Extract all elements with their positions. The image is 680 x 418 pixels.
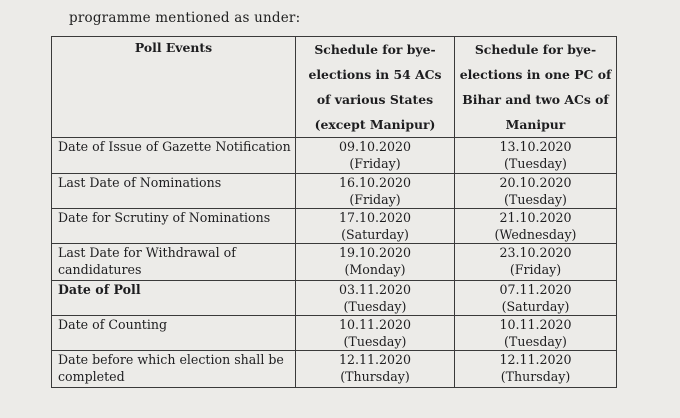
table-row [52,209,617,244]
schedule-cell [296,138,455,174]
table-header-row [52,37,617,138]
cell-day: (Thursday) [500,369,571,384]
cell-day: (Tuesday) [343,334,407,349]
schedule-cell [455,316,617,351]
cell-day: (Thursday) [340,369,410,384]
cell-date: 12.11.2020 [338,352,412,367]
cell-date: 12.11.2020 [499,352,572,367]
cell-date: 03.11.2020 [338,282,412,297]
event-label: Last Date for Withdrawal of candidatures [52,244,296,281]
table-row [52,244,617,281]
cell-day: (Tuesday) [504,334,567,349]
cell-date: 07.11.2020 [499,282,572,297]
table-row [52,351,617,388]
cell-date: 20.10.2020 [499,175,572,190]
schedule-cell [296,281,455,316]
schedule-cell [455,174,617,209]
cell-day: (Saturday) [501,299,570,314]
cell-date: 23.10.2020 [499,245,572,260]
table-row [52,281,617,316]
header-poll-events: Poll Events [52,37,296,138]
cell-day: (Friday) [349,156,401,171]
cell-day: (Friday) [349,192,401,207]
cell-day: (Monday) [344,262,406,277]
header-schedule-54-acs: Schedule for bye-elections in 54 ACs of various States (except Manipur) [296,37,455,138]
event-label: Last Date of Nominations [52,174,296,209]
cell-day: (Tuesday) [504,192,567,207]
event-label: Date of Counting [52,316,296,351]
event-label: Date of Poll [52,281,296,316]
schedule-cell [455,209,617,244]
table-row [52,316,617,351]
schedule-cell [296,351,455,388]
cell-date: 16.10.2020 [338,175,412,190]
cell-date: 17.10.2020 [338,210,412,225]
schedule-cell [296,316,455,351]
cell-date: 09.10.2020 [338,139,412,154]
table-row [52,174,617,209]
cell-date: 10.11.2020 [499,317,572,332]
schedule-cell [296,174,455,209]
intro-text: programme mentioned as under: [69,10,301,26]
cell-day: (Tuesday) [343,299,407,314]
cell-day: (Saturday) [341,227,409,242]
schedule-cell [455,351,617,388]
event-label: Date before which election shall be completed [52,351,296,388]
cell-date: 10.11.2020 [338,317,412,332]
schedule-cell [296,244,455,281]
table-row [52,138,617,174]
event-label: Date for Scrutiny of Nominations [52,209,296,244]
cell-day: (Friday) [509,262,562,277]
schedule-cell [455,138,617,174]
schedule-cell [455,244,617,281]
cell-date: 13.10.2020 [499,139,572,154]
cell-date: 21.10.2020 [499,210,572,225]
cell-day: (Wednesday) [494,227,577,242]
cell-date: 19.10.2020 [338,245,412,260]
poll-schedule-table [51,36,617,388]
header-schedule-bihar-manipur: Schedule for bye-elections in one PC of Bihar and two ACs of Manipur [455,37,617,138]
schedule-cell [455,281,617,316]
event-label: Date of Issue of Gazette Notification [52,138,296,174]
schedule-cell [296,209,455,244]
cell-day: (Tuesday) [504,156,567,171]
